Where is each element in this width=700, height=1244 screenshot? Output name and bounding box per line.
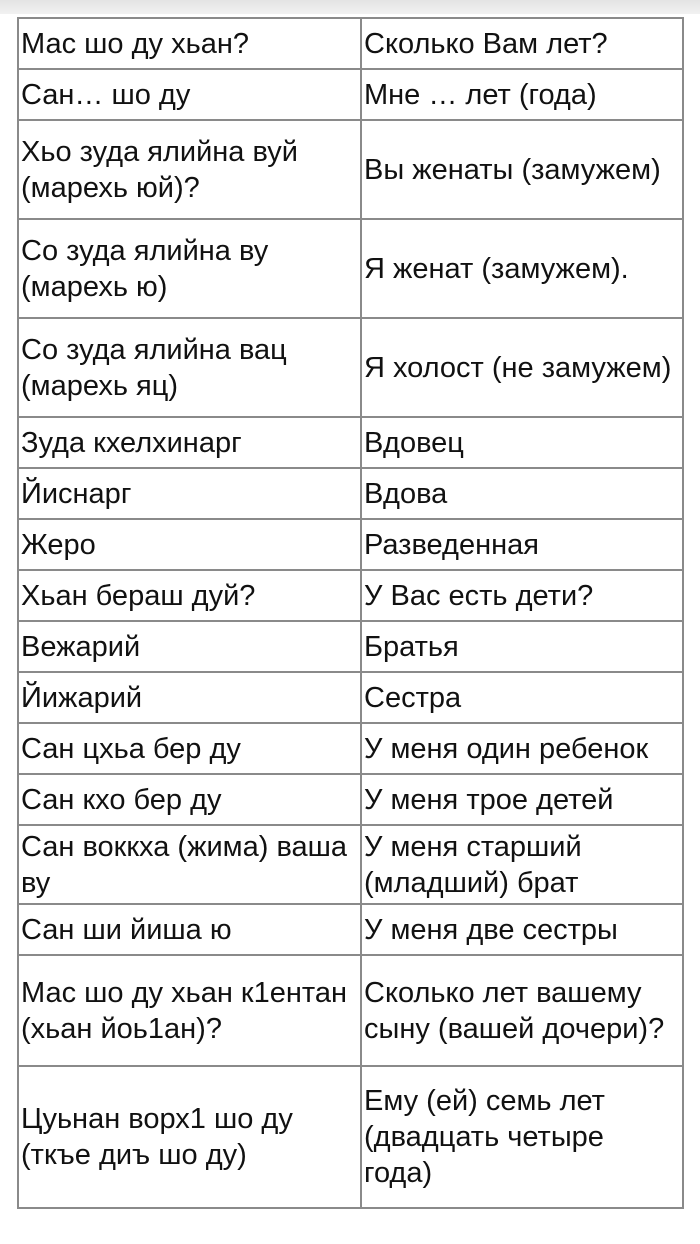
chechen-phrase: Мас шо ду хьан? — [18, 18, 361, 69]
chechen-phrase: Сан цхьа бер ду — [18, 723, 361, 774]
phrasebook-table — [17, 17, 684, 1209]
table-row — [18, 774, 683, 825]
russian-translation: Вдовец — [361, 417, 683, 468]
table-row — [18, 825, 683, 904]
table-row — [18, 955, 683, 1066]
chechen-phrase: Зуда кхелхинарг — [18, 417, 361, 468]
russian-translation: Я женат (замужем). — [361, 219, 683, 318]
chechen-phrase: Вежарий — [18, 621, 361, 672]
russian-translation: Вдова — [361, 468, 683, 519]
table-row — [18, 723, 683, 774]
russian-translation: Сколько лет вашему сыну (вашей дочери)? — [361, 955, 683, 1066]
table-row — [18, 69, 683, 120]
table-row — [18, 570, 683, 621]
table-row — [18, 672, 683, 723]
chechen-phrase: Со зуда ялийна вац (марехь яц) — [18, 318, 361, 417]
russian-translation: Мне … лет (года) — [361, 69, 683, 120]
chechen-phrase: Йиснарг — [18, 468, 361, 519]
chechen-phrase: Йижарий — [18, 672, 361, 723]
table-row — [18, 1066, 683, 1208]
russian-translation: Разведенная — [361, 519, 683, 570]
chechen-phrase: Хьо зуда ялийна вуй (марехь юй)? — [18, 120, 361, 219]
chechen-phrase: Хьан бераш дуй? — [18, 570, 361, 621]
chechen-phrase: Сан кхо бер ду — [18, 774, 361, 825]
table-row — [18, 318, 683, 417]
table-row — [18, 904, 683, 955]
russian-translation: У меня старший (младший) брат — [361, 825, 683, 904]
chechen-phrase: Сан ши йиша ю — [18, 904, 361, 955]
russian-translation: Братья — [361, 621, 683, 672]
chechen-phrase: Цуьнан ворх1 шо ду (ткъе диъ шо ду) — [18, 1066, 361, 1208]
table-row — [18, 219, 683, 318]
table-row — [18, 468, 683, 519]
russian-translation: Ему (ей) семь лет (двадцать четыре года) — [361, 1066, 683, 1208]
table-row — [18, 18, 683, 69]
russian-translation: У Вас есть дети? — [361, 570, 683, 621]
table-row — [18, 621, 683, 672]
table-row — [18, 417, 683, 468]
russian-translation: Вы женаты (замужем) — [361, 120, 683, 219]
chechen-phrase: Мас шо ду хьан к1ентан (хьан йоь1ан)? — [18, 955, 361, 1066]
russian-translation: Сестра — [361, 672, 683, 723]
chechen-phrase: Жеро — [18, 519, 361, 570]
chechen-phrase: Сан воккха (жима) ваша ву — [18, 825, 361, 904]
table-row — [18, 120, 683, 219]
table-row — [18, 519, 683, 570]
chechen-phrase: Со зуда ялийна ву (марехь ю) — [18, 219, 361, 318]
russian-translation: У меня трое детей — [361, 774, 683, 825]
russian-translation: У меня один ребенок — [361, 723, 683, 774]
russian-translation: Я холост (не замужем) — [361, 318, 683, 417]
russian-translation: Сколько Вам лет? — [361, 18, 683, 69]
russian-translation: У меня две сестры — [361, 904, 683, 955]
chechen-phrase: Сан… шо ду — [18, 69, 361, 120]
